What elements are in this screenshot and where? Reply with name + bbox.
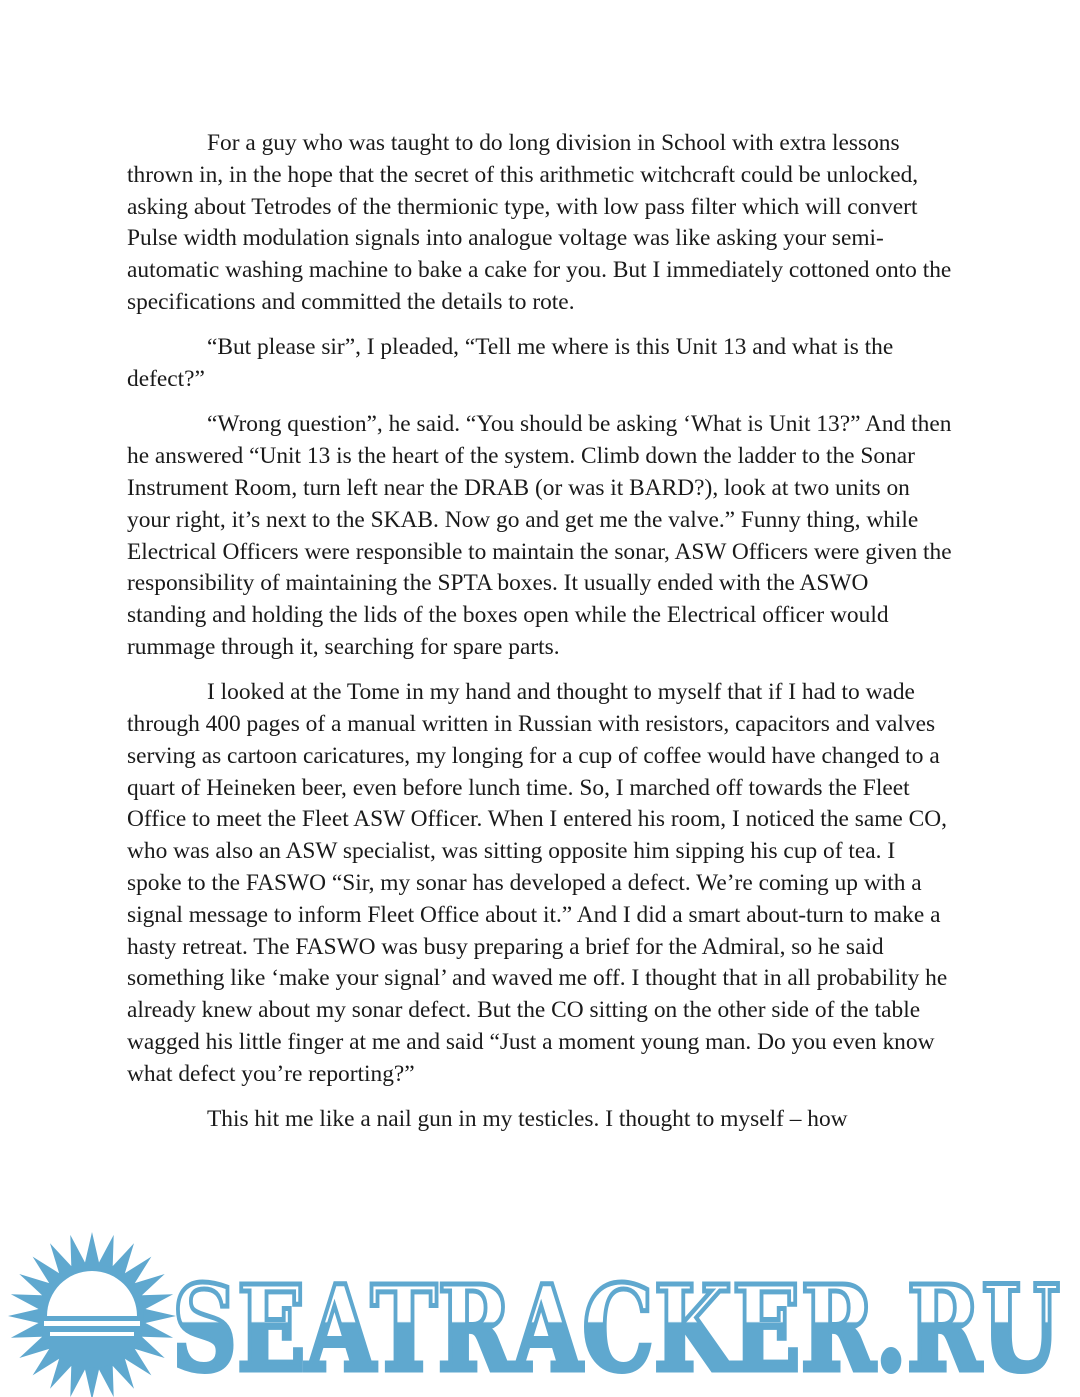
paragraph: “Wrong question”, he said. “You should be asking ‘What is Unit 13?” And then he answered “Unit 13 is the heart of the system. Climb down the ladder to the Sonar Instrument Room, turn left near the DRAB (or was it BARD?), look at two units on your right, it’s next to the SKAB. Now go and get me the valve.” Funny thing, while Electrical Officers were responsible to maintain the sonar, ASW Officers were given the responsibility of maintaining the SPTA boxes. It usually ended with the ASWO standing and holding the lids of the boxes open while the Electrical officer would rummage through it, searching for spare parts. <box>127 411 952 660</box>
paragraph: For a guy who was taught to do long division in School with extra lessons thrown in, in the hope that the secret of this arithmetic witchcraft could be unlocked, asking about Tetrodes of the thermionic type, with low pass filter which will convert Pulse width modulation signals into analogue voltage was like asking your semi-automatic washing machine to bake a cake for you. But I immediately cottoned onto the specifications and committed the details to rote. <box>127 130 952 315</box>
sun-over-sea-icon <box>8 1232 176 1397</box>
paragraph: This hit me like a nail gun in my testicles. I thought to myself – how <box>207 1106 848 1133</box>
watermark <box>0 1232 1080 1397</box>
watermark-text: SEATRACKER.RU <box>172 1259 1060 1397</box>
paragraph: I looked at the Tome in my hand and thought to myself that if I had to wade through 400 pages of a manual written in Russian with resistors, capacitors and valves serving as cartoon caricatures, my longing for a cup of coffee would have changed to a quart of Heineken beer, even before lunch time. So, I marched off towards the Fleet Office to meet the Fleet ASW Officer. When I entered his room, I noticed the same CO, who was also an ASW specialist, was sitting opposite him sipping his cup of tea. I spoke to the FASWO “Sir, my sonar has developed a defect. We’re coming up with a signal message to inform Fleet Office about it.” And I did a smart about-turn to make a hasty retreat. The FASWO was busy preparing a brief for the Admiral, so he said something like ‘make your signal’ and waved me off. I thought that in all probability he already knew about my sonar defect. But the CO sitting on the other side of the table wagged his little finger at me and said “Just a moment young man. Do you even know what defect you’re reporting?” <box>127 679 948 1087</box>
paragraph: “But please sir”, I pleaded, “Tell me where is this Unit 13 and what is the defect?” <box>127 334 894 393</box>
document-body <box>127 128 953 1149</box>
